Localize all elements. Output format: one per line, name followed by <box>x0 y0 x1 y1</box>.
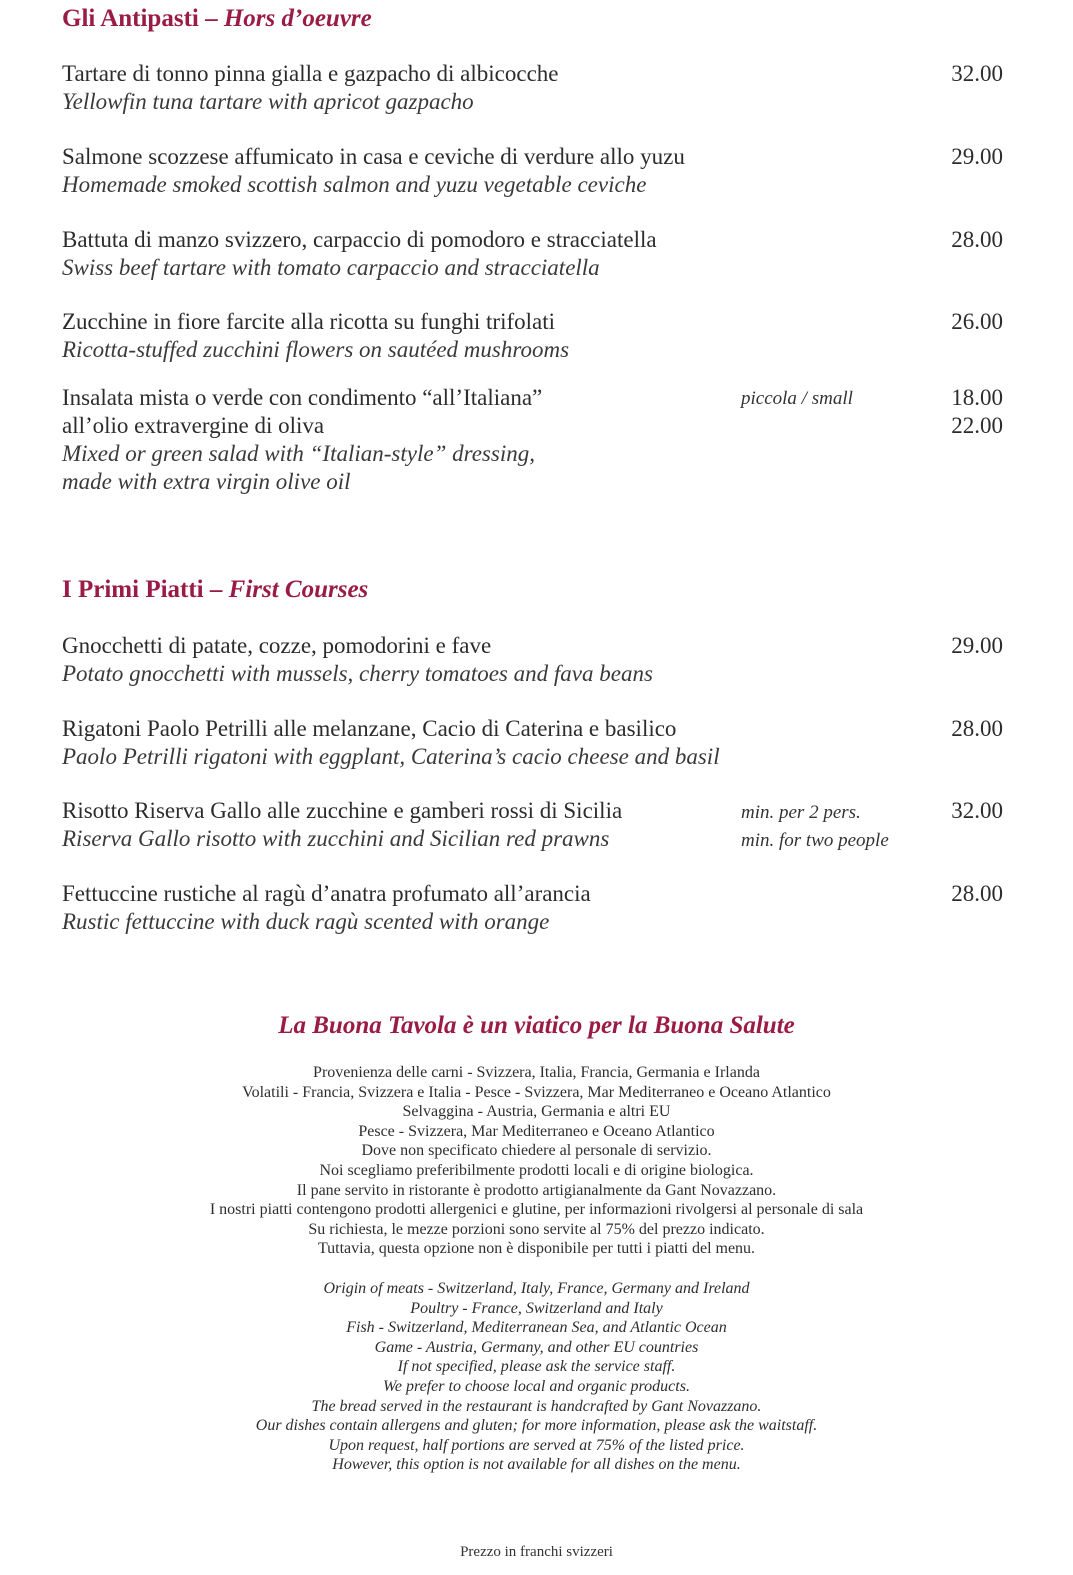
salad-name-it-1: Insalata mista o verde con condimento “all’Italiana” <box>62 385 543 410</box>
primi-title-en: First Courses <box>228 576 369 603</box>
info-it-line: Su richiesta, le mezze porzioni sono servite al 75% del prezzo indicato. <box>308 1220 765 1238</box>
info-en-line: However, this option is not available for all dishes on the menu. <box>332 1456 741 1474</box>
heading-dash: – <box>205 5 218 32</box>
primi-item-1-name-it: Gnocchetti di patate, cozze, pomodorini e fave <box>62 633 492 658</box>
primi-item-1-price: 29.00 <box>951 633 1003 658</box>
info-en-line: The bread served in the restaurant is handcrafted by Gant Novazzano. <box>311 1397 762 1415</box>
primi-item-2-price: 28.00 <box>951 716 1003 741</box>
info-en-line: Poultry - France, Switzerland and Italy <box>410 1299 663 1317</box>
info-en-line: Upon request, half portions are served at 75% of the listed price. <box>328 1436 745 1454</box>
salad-name-en-2: made with extra virgin olive oil <box>62 469 351 494</box>
antipasti-item-2-name-en: Homemade smoked scottish salmon and yuzu vegetable ceviche <box>62 172 647 197</box>
primi-item-2-name-it: Rigatoni Paolo Petrilli alle melanzane, Cacio di Caterina e basilico <box>62 716 677 741</box>
primi-item-3-price: 32.00 <box>951 798 1003 823</box>
antipasti-item-3-name-en: Swiss beef tartare with tomato carpaccio and stracciatella <box>62 255 600 280</box>
primi-item-3-note-it: min. per 2 pers. <box>741 802 861 823</box>
salad-name-en-1: Mixed or green salad with “Italian-style” dressing, <box>62 441 535 466</box>
info-en-line: Our dishes contain allergens and gluten; for more information, please ask the waitstaff. <box>255 1417 818 1435</box>
antipasti-item-2-name-it: Salmone scozzese affumicato in casa e ceviche di verdure allo yuzu <box>62 144 685 169</box>
info-en-line: Origin of meats - Switzerland, Italy, France, Germany and Ireland <box>323 1280 750 1297</box>
salad-name-it-2: all’olio extravergine di oliva <box>62 413 325 438</box>
info-en-line: Game - Austria, Germany, and other EU countries <box>374 1338 699 1356</box>
primi-item-3-note-en: min. for two people <box>741 830 889 851</box>
info-it-line: Noi scegliamo preferibilmente prodotti locali e di origine biologica. <box>319 1161 754 1179</box>
primi-item-3-name-it: Risotto Riserva Gallo alle zucchine e gamberi rossi di Sicilia <box>62 798 623 823</box>
antipasti-item-4-name-en: Ricotta-stuffed zucchini flowers on sautéed mushrooms <box>62 337 570 362</box>
info-it-line: Provenienza delle carni - Svizzera, Italia, Francia, Germania e Irlanda <box>313 1064 760 1081</box>
primi-heading <box>62 576 368 604</box>
antipasti-item-3-price: 28.00 <box>951 227 1003 252</box>
antipasti-heading <box>62 5 372 33</box>
antipasti-item-4-name-it: Zucchine in fiore farcite alla ricotta su funghi trifolati <box>62 309 556 334</box>
info-it-line: Volatili - Francia, Svizzera e Italia - Pesce - Svizzera, Mar Mediterraneo e Oceano Atlantico <box>242 1083 831 1101</box>
antipasti-item-1-name-en: Yellowfin tuna tartare with apricot gazpacho <box>62 89 474 114</box>
heading-dash: – <box>209 576 223 603</box>
primi-title-it: I Primi Piatti <box>62 576 204 603</box>
info-it-line: I nostri piatti contengono prodotti allergenici e glutine, per informazioni rivolgersi al personale di sala <box>209 1201 864 1219</box>
antipasti-title-en: Hors d’oeuvre <box>223 5 372 32</box>
antipasti-item-1-price: 32.00 <box>951 61 1003 86</box>
salad-size-note: piccola / small <box>741 388 853 409</box>
primi-item-4-price: 28.00 <box>951 881 1003 906</box>
primi-item-2-name-en: Paolo Petrilli rigatoni with eggplant, Caterina’s cacio cheese and basil <box>62 744 720 769</box>
info-en-line: Fish - Switzerland, Mediterranean Sea, and Atlantic Ocean <box>346 1319 727 1337</box>
footer-currency-note: Prezzo in franchi svizzeri <box>460 1544 613 1560</box>
antipasti-title-it: Gli Antipasti <box>62 5 199 32</box>
salad-price-small: 18.00 <box>951 385 1003 410</box>
primi-item-3-name-en: Riserva Gallo risotto with zucchini and Sicilian red prawns <box>62 826 610 851</box>
info-it-line: Pesce - Svizzera, Mar Mediterraneo e Oceano Atlantico <box>358 1122 715 1140</box>
info-it-line: Tuttavia, questa opzione non è disponibile per tutti i piatti del menu. <box>317 1240 756 1258</box>
primi-item-1-name-en: Potato gnocchetti with mussels, cherry tomatoes and fava beans <box>62 661 653 686</box>
primi-item-4-name-en: Rustic fettuccine with duck ragù scented with orange <box>62 909 550 934</box>
antipasti-item-3-name-it: Battuta di manzo svizzero, carpaccio di pomodoro e stracciatella <box>62 227 657 252</box>
info-english <box>0 1279 1073 1475</box>
info-en-line: We prefer to choose local and organic products. <box>383 1377 690 1395</box>
info-en-line: If not specified, please ask the service staff. <box>397 1358 676 1376</box>
info-italian <box>0 1063 1073 1259</box>
antipasti-item-1-name-it: Tartare di tonno pinna gialla e gazpacho di albicocche <box>62 61 559 86</box>
info-it-line: Dove non specificato chiedere al personale di servizio. <box>361 1142 712 1160</box>
antipasti-item-2-price: 29.00 <box>951 144 1003 169</box>
motto: La Buona Tavola è un viatico per la Buona Salute <box>278 1012 795 1039</box>
info-it-line: Il pane servito in ristorante è prodotto artigianalmente da Gant Novazzano. <box>296 1181 777 1199</box>
primi-item-4-name-it: Fettuccine rustiche al ragù d’anatra profumato all’arancia <box>62 881 591 906</box>
antipasti-item-4-price: 26.00 <box>951 309 1003 334</box>
info-it-line: Selvaggina - Austria, Germania e altri EU <box>402 1103 671 1121</box>
salad-price-large: 22.00 <box>951 413 1003 438</box>
